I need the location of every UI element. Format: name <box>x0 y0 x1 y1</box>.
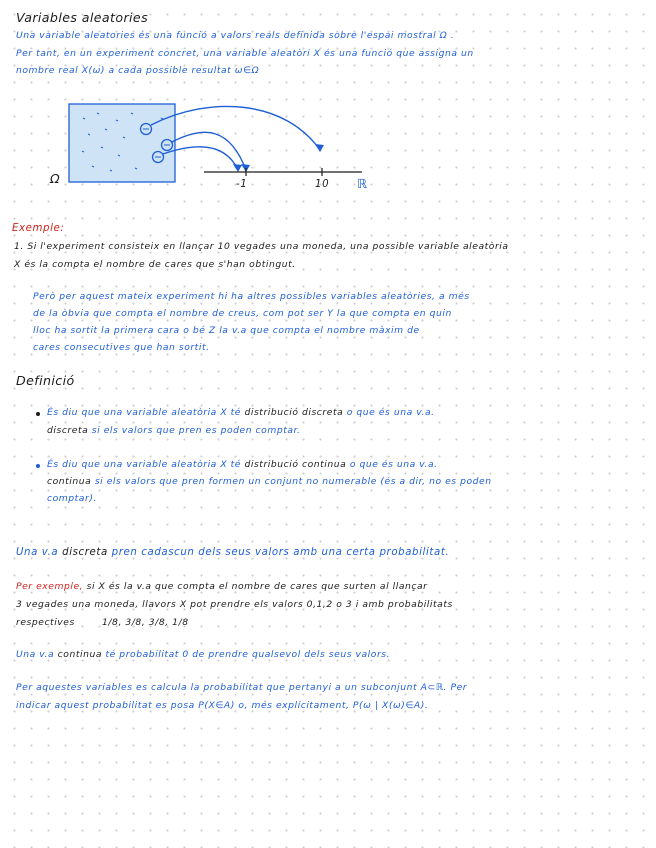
definition-bullet-2-line-2 <box>47 477 492 486</box>
definition-bullet-2-line-1 <box>47 460 438 469</box>
closing-line-1: Per aquestes variables es calcula la probabilitat que pertanyi a un subconjunt A⊂ℝ. Per <box>16 682 468 693</box>
intro-line-3: nombre real X(ω) a cada possible resultat ω∈Ω <box>16 65 260 76</box>
def-text: o que és una v.a. <box>346 407 435 418</box>
def-term: distribució continua <box>244 459 347 470</box>
stmt-text: pren cadascun dels seus valors amb una certa probabilitat. <box>111 547 450 558</box>
def-text: si els valors que pren es poden comptar. <box>91 425 301 436</box>
example-heading: Exemple: <box>12 223 65 234</box>
bullet-dot <box>36 464 40 468</box>
mapping-arrows <box>151 106 320 170</box>
reals-label: ℝ <box>357 176 368 191</box>
def-text: És diu que una variable aleatòria X té <box>47 459 241 470</box>
definition-bullet-1-line-2 <box>47 426 301 435</box>
closing-line-2: indicar aquest probabilitat es posa P(X∈A) o, més explícitament, P(ω | X(ω)∈A). <box>16 700 429 711</box>
example2-line-3: respectives <box>16 617 75 628</box>
fraction: 3/8 <box>148 617 166 628</box>
definition-bullet-1-line-1 <box>47 408 435 417</box>
example2-label: Per exemple, <box>16 581 84 592</box>
fraction: 1/8 <box>102 617 119 628</box>
def-text: És diu que una variable aleatòria X té <box>47 407 241 418</box>
def-term: distribució discreta <box>244 407 344 418</box>
intro-line-2: Per tant, en un experiment concret, una variable aleatòri X és una funció que assigna un <box>16 48 474 59</box>
def-term: discreta <box>47 425 89 436</box>
example-item-1-line-1: 1. Si l'experiment consisteix en llançar 10 vegades una moneda, una possible variable aleatòria <box>14 241 509 252</box>
tick-label-10: 10 <box>315 179 330 190</box>
def-text: si els valors que pren formen un conjunt no numerable (és a dir, no es poden <box>94 476 492 487</box>
example2-text: si X és la v.a que compta el nombre de cares que surten al llançar <box>86 581 428 592</box>
def-term: continua <box>47 476 92 487</box>
arrow-heads <box>233 144 324 172</box>
def-text: o que és una v.a. <box>349 459 438 470</box>
definition-bullet-2-line-3: comptar). <box>47 493 97 504</box>
example-note-line-4: cares consecutives que han sortit. <box>33 342 210 353</box>
fraction: 3/8 <box>125 617 142 628</box>
page-title: Variables aleatories <box>16 10 149 25</box>
example2-line-1 <box>16 582 428 591</box>
discrete-statement <box>16 548 449 558</box>
omega-label: Ω <box>50 171 61 186</box>
example-note-line-3: lloc ha sortit la primera cara o bé Z la v.a que compta el nombre màxim de <box>33 325 420 336</box>
tick-label-minus-1: -1 <box>236 179 248 190</box>
fraction: 1/8 <box>172 617 189 628</box>
stmt-term: discreta <box>62 547 108 558</box>
example-item-1-line-2: X és la compta el nombre de cares que s'han obtingut. <box>14 259 296 270</box>
stmt-term: continua <box>57 649 102 660</box>
stmt-text: té probabilitat 0 de prendre qualsevol dels seus valors. <box>105 649 391 660</box>
definition-heading: Definició <box>16 373 75 388</box>
probability-fractions: 1/8, 3/8, 3/8, 1/8 <box>102 617 189 628</box>
stmt-text: Una v.a <box>16 649 55 660</box>
sample-space-box <box>69 104 175 182</box>
stmt-text: Una v.a <box>16 547 59 558</box>
bullet-dot <box>36 412 40 416</box>
intro-line-1: Una variable aleatories és una funció a valors reals definida sobre l'espai mostral Ω . <box>16 30 455 41</box>
continuous-statement <box>16 650 390 659</box>
example-note-line-2: de la òbvia que compta el nombre de creus, com pot ser Y la que compta en quin <box>33 308 452 319</box>
example2-line-2: 3 vegades una moneda, llavors X pot prendre els valors 0,1,2 o 3 i amb probabilitats <box>16 599 453 610</box>
example-note-line-1: Però per aquest mateix experiment hi ha altres possibles variables aleatòries, a més <box>33 291 470 302</box>
